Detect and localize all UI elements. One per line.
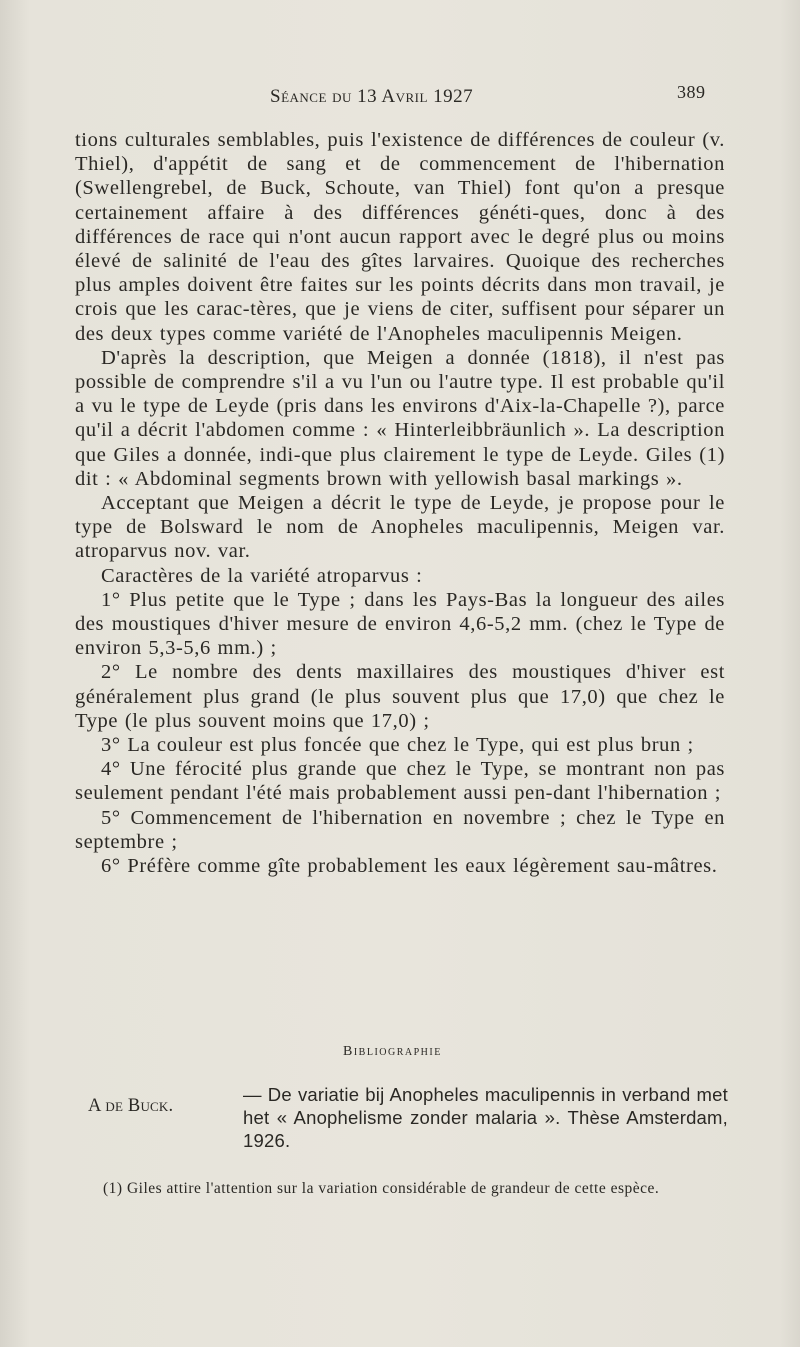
paragraph-2: D'après la description, que Meigen a donnée (1818), il n'est pas possible de comprendre s'il a vu l'un ou l'autre type. Il est probable qu'il a vu le type de Leyde (pris dans les environs d'Aix-la-Chapelle ?), parce qu'il a décrit l'abdomen comme : « Hinterleibbräunlich ». La description que Giles a donnée, indi-que plus clairement le type de Leyde. Giles (1) dit : « Abdominal segments brown with yellowish basal markings ».	[75, 346, 725, 490]
header-title: Séance du 13 Avril 1927	[270, 86, 474, 107]
bibliography-author: A de Buck.	[88, 1096, 174, 1116]
body-text	[75, 128, 725, 878]
paragraph-1: tions culturales semblables, puis l'existence de différences de couleur (v. Thiel), d'appétit de sang et de commencement de l'hibernation (Swellengrebel, de Buck, Schoute, van Thiel) font qu'on a presque certainement affaire à des différences généti-ques, donc à des différences de race qui n'ont aucun rapport avec le degré plus ou moins élevé de salinité de l'eau des gîtes larvaires. Quoique des recherches plus amples doivent être faites sur les points décrits dans mon travail, je crois que les carac-tères, que je viens de citer, suffisent pour séparer un des deux types comme variété de l'Anopheles maculipennis Meigen.	[75, 129, 725, 345]
list-item-5: 5° Commencement de l'hibernation en novembre ; chez le Type en septembre ;	[75, 806, 725, 853]
page-number: 389	[677, 82, 706, 102]
footnote: (1) Giles attire l'attention sur la variation considérable de grandeur de cette espèce.	[103, 1180, 660, 1197]
bibliography-heading: Bibliographie	[343, 1044, 442, 1059]
list-item-4: 4° Une férocité plus grande que chez le Type, se montrant non pas seulement pendant l'été mais probablement aussi pen-dant l'hibernation ;	[75, 758, 725, 805]
paragraph-4: Caractères de la variété atroparvus :	[101, 564, 423, 587]
list-item-1: 1° Plus petite que le Type ; dans les Pays-Bas la longueur des ailes des moustiques d'hiver mesure de environ 4,6-5,2 mm. (chez le Type de environ 5,3-5,6 mm.) ;	[75, 588, 725, 660]
paragraph-3: Acceptant que Meigen a décrit le type de Leyde, je propose pour le type de Bolsward le nom de Anopheles maculipennis, Meigen var. atroparvus nov. var.	[75, 492, 725, 563]
bibliography-reference: — De variatie bij Anopheles maculipennis in verband met het « Anophelisme zonder malaria ». Thèse Amsterdam, 1926.	[243, 1084, 728, 1151]
list-item-6: 6° Préfère comme gîte probablement les eaux légèrement sau-mâtres.	[101, 855, 718, 878]
list-item-2: 2° Le nombre des dents maxillaires des moustiques d'hiver est généralement plus grand (le plus souvent plus que 17,0) que chez le Type (le plus souvent moins que 17,0) ;	[75, 661, 725, 732]
list-item-3: 3° La couleur est plus foncée que chez le Type, qui est plus brun ;	[101, 734, 694, 757]
